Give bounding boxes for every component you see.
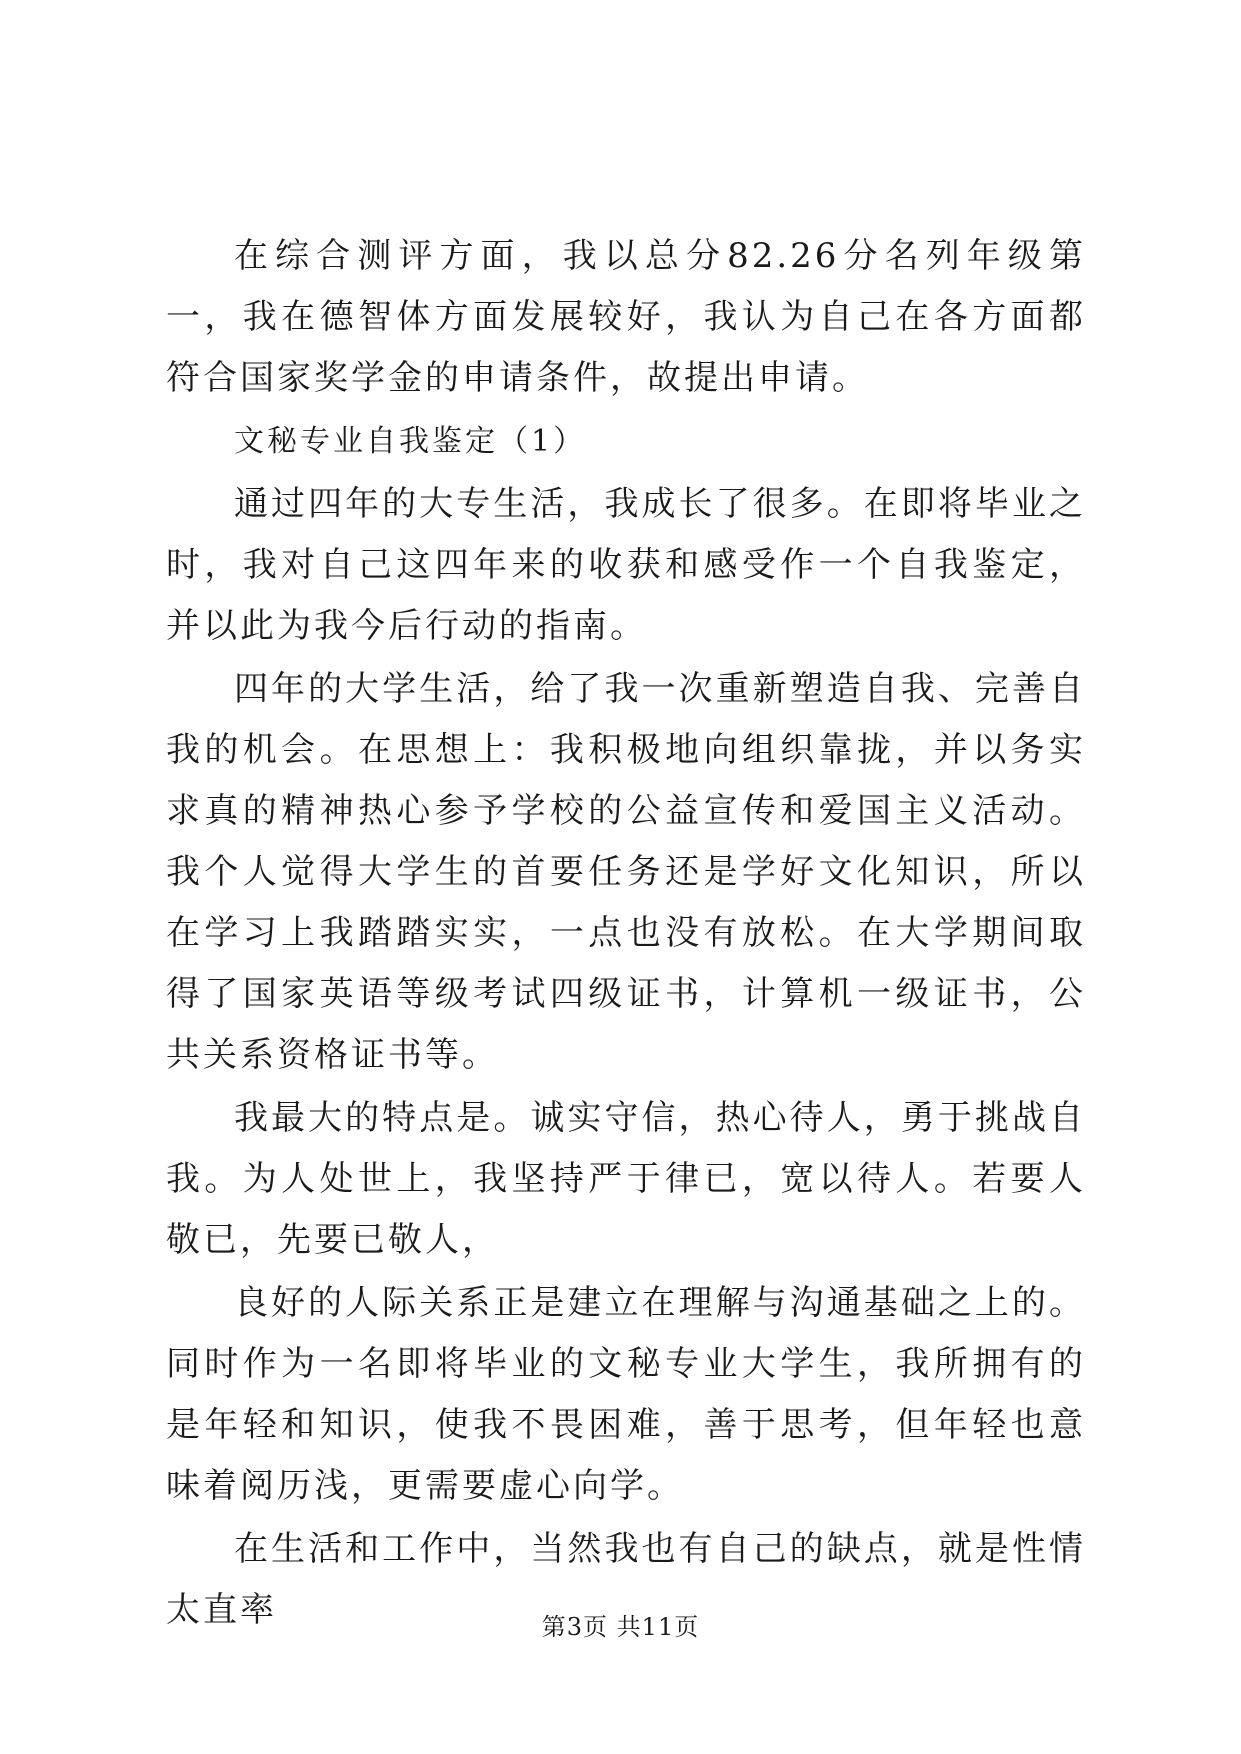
paragraph-shortcomings: 在生活和工作中，当然我也有自己的缺点，就是性情太直率 [166, 1529, 1086, 1630]
paragraph-characteristics: 我最大的特点是。诚实守信，热心待人，勇于挑战自我。为人处世上，我坚持严于律已，宽以待人。若要人敬已，先要已敬人， [166, 1098, 1086, 1260]
paragraph-evaluation: 在综合测评方面，我以总分82.26分名列年级第一，我在德智体方面发展较好，我认为自己在各方面都符合国家奖学金的申请条件，故提出申请。 [166, 236, 1086, 398]
paragraph-intro: 通过四年的大专生活，我成长了很多。在即将毕业之时，我对自己这四年来的收获和感受作一个自我鉴定，并以此为我今后行动的指南。 [166, 484, 1086, 646]
section-heading: 文秘专业自我鉴定（1） [234, 424, 587, 459]
paragraph-university-life: 四年的大学生活，给了我一次重新塑造自我、完善自我的机会。在思想上：我积极地向组织靠拢，并以务实求真的精神热心参予学校的公益宣传和爱国主义活动。我个人觉得大学生的首要任务还是学好文化知识，所以在学习上我踏踏实实，一点也没有放松。在大学期间取得了国家英语等级考试四级证书，计算机一级证书，公共关系资格证书等。 [166, 669, 1086, 1075]
page-number-footer: 第3页 共11页 [541, 1613, 700, 1641]
document-body [166, 226, 1086, 1643]
paragraph-relationships: 良好的人际关系正是建立在理解与沟通基础之上的。同时作为一名即将毕业的文秘专业大学生，我所拥有的是年轻和知识，使我不畏困难，善于思考，但年轻也意味着阅历浅，更需要虚心向学。 [166, 1283, 1086, 1506]
